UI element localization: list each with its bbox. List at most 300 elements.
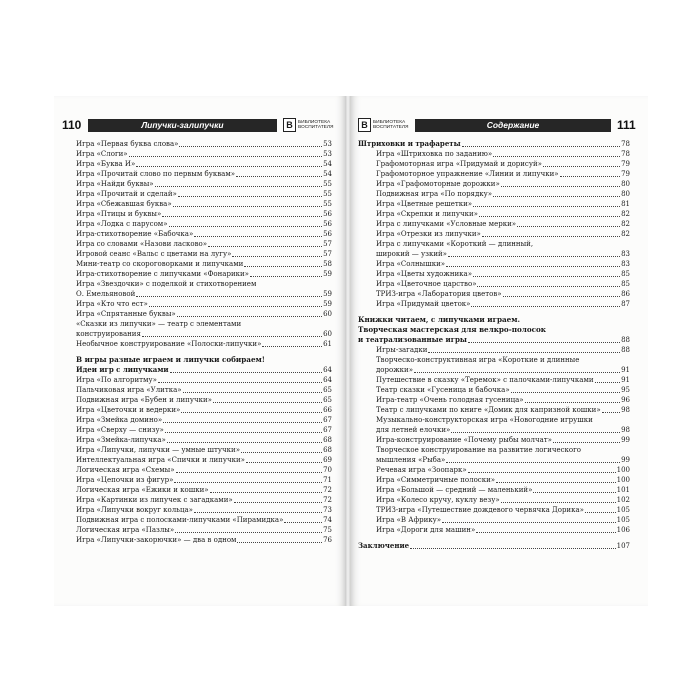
entry-page-number: 57 xyxy=(323,240,332,248)
publisher-logo xyxy=(358,118,411,132)
section-heading-text: Штриховки и трафареты xyxy=(358,139,461,148)
entry-page-number: 86 xyxy=(621,290,630,298)
dot-leader xyxy=(543,166,620,167)
toc-entry xyxy=(76,455,332,465)
entry-title: Игра «Картинки из липучек с загадками» xyxy=(76,496,233,504)
toc-entry xyxy=(76,515,332,525)
dot-leader xyxy=(493,156,620,157)
entry-title: «Сказки из липучки» — театр с элементами xyxy=(76,320,242,328)
entry-page-number: 88 xyxy=(621,346,630,354)
entry-page-number: 80 xyxy=(621,180,630,188)
entry-title: Игра «Лодка с парусом» xyxy=(76,220,168,228)
entry-title: ТРИЗ-игра «Путешествие дождевого червячка Дорика» xyxy=(376,506,584,514)
dot-leader xyxy=(129,156,322,157)
dot-leader xyxy=(136,296,322,297)
dot-leader xyxy=(174,482,322,483)
entry-title: конструирования xyxy=(76,330,141,338)
entry-page-number: 98 xyxy=(621,426,630,434)
entry-page-number: 91 xyxy=(621,376,630,384)
entry-title: Мини-театр со скороговорками и липучками xyxy=(76,260,244,268)
toc-entry xyxy=(358,299,630,309)
toc-entry xyxy=(76,329,332,339)
entry-page-number: 102 xyxy=(616,496,630,504)
section-heading-text: и театрализованные игры xyxy=(358,335,467,344)
entry-title: Игра «Цветы художника» xyxy=(376,270,472,278)
entry-title: Музыкально-конструкторская игра «Новогодние игрушки xyxy=(376,416,593,424)
dot-leader xyxy=(234,502,322,503)
entry-page-number: 81 xyxy=(621,200,630,208)
entry-page-number: 105 xyxy=(616,516,630,524)
entry-page-number: 99 xyxy=(621,456,630,464)
dot-leader xyxy=(442,522,616,523)
dot-leader xyxy=(595,382,620,383)
page-number: 110 xyxy=(62,118,82,132)
toc-entry xyxy=(76,485,332,495)
entry-page-number: 87 xyxy=(621,300,630,308)
toc-entry xyxy=(358,365,630,375)
dot-leader xyxy=(602,412,620,413)
entry-title: для летней елочки» xyxy=(376,426,451,434)
dot-leader xyxy=(501,502,616,503)
entry-title: Игра «Змейка домино» xyxy=(76,416,163,424)
toc-entry xyxy=(76,465,332,475)
entry-page-number: 78 xyxy=(621,150,630,158)
toc-entry xyxy=(76,249,332,259)
left-page xyxy=(54,96,346,606)
dot-leader xyxy=(236,176,322,177)
toc-entry xyxy=(358,405,630,415)
entry-title: Игра «Солнышки» xyxy=(376,260,446,268)
toc-entry xyxy=(358,149,630,159)
toc-entry xyxy=(358,435,630,445)
entry-page-number: 67 xyxy=(323,426,332,434)
book-series-icon: В xyxy=(358,118,371,132)
entry-title: Логическая игра «Пазлы» xyxy=(76,526,175,534)
toc-entry xyxy=(358,495,630,505)
dot-leader xyxy=(177,316,322,317)
toc-entry xyxy=(76,339,332,349)
toc-entry xyxy=(76,259,332,269)
entry-page-number: 54 xyxy=(323,170,332,178)
entry-page-number: 72 xyxy=(323,486,332,494)
toc-entry xyxy=(76,139,332,149)
dot-leader xyxy=(167,442,322,443)
dot-leader xyxy=(194,512,322,513)
section-page-number: 88 xyxy=(621,336,630,344)
dot-leader xyxy=(511,392,620,393)
entry-title: Творческое конструирование на развитие логического xyxy=(376,446,581,454)
entry-title: Речевая игра «Зоопарк» xyxy=(376,466,467,474)
toc-entry xyxy=(358,345,630,355)
entry-title: Логическая игра «Схемы» xyxy=(76,466,175,474)
entry-page-number: 55 xyxy=(323,200,332,208)
entry-page-number: 65 xyxy=(323,396,332,404)
entry-page-number: 76 xyxy=(323,536,332,544)
toc-entry xyxy=(358,239,630,249)
dot-leader xyxy=(284,522,322,523)
entry-page-number: 53 xyxy=(323,150,332,158)
dot-leader xyxy=(241,452,322,453)
dot-leader xyxy=(476,532,615,533)
entry-title: Необычное конструирование «Полоски-липучки» xyxy=(76,340,262,348)
entry-page-number: 99 xyxy=(621,436,630,444)
dot-leader xyxy=(149,306,322,307)
toc-entry xyxy=(358,425,630,435)
toc-entry xyxy=(76,395,332,405)
book-series-icon: В xyxy=(283,118,296,132)
entry-title: Игра-конструирование «Почему рыбы молчат» xyxy=(376,436,552,444)
toc-entry xyxy=(76,495,332,505)
dot-leader xyxy=(533,492,615,493)
dot-leader xyxy=(169,226,322,227)
dot-leader xyxy=(496,482,616,483)
table-of-contents xyxy=(358,139,630,551)
dot-leader xyxy=(428,352,620,353)
entry-title: Игра «Звездочки» с поделкой и стихотворением xyxy=(76,280,257,288)
entry-title: Игра «Сверху — снизу» xyxy=(76,426,164,434)
toc-entry xyxy=(358,465,630,475)
toc-entry xyxy=(76,385,332,395)
dot-leader xyxy=(517,226,620,227)
entry-page-number: 59 xyxy=(323,270,332,278)
entry-page-number: 74 xyxy=(323,516,332,524)
toc-entry xyxy=(76,269,332,279)
entry-page-number: 54 xyxy=(323,160,332,168)
entry-page-number: 83 xyxy=(621,250,630,258)
toc-entry xyxy=(358,445,630,455)
dot-leader xyxy=(163,422,322,423)
entry-title: Игра «В Африку» xyxy=(376,516,442,524)
toc-entry xyxy=(76,299,332,309)
entry-title: широкий — узкий» xyxy=(376,250,447,258)
dot-leader xyxy=(136,166,322,167)
entry-title: Театр сказки «Гусеница и бабочка» xyxy=(376,386,510,394)
entry-title: Театр с липучками по книге «Домик для капризной кошки» xyxy=(376,406,601,414)
entry-page-number: 85 xyxy=(621,270,630,278)
section-heading-text: Заключение xyxy=(358,541,410,550)
entry-title: Игровой сеанс «Вальс с цветами на лугу» xyxy=(76,250,232,258)
entry-page-number: 95 xyxy=(621,386,630,394)
dot-leader xyxy=(158,382,322,383)
right-page xyxy=(350,96,648,606)
toc-entry xyxy=(76,415,332,425)
entry-title: Логическая игра «Ежики и кошки» xyxy=(76,486,209,494)
dot-leader xyxy=(246,462,322,463)
toc-entry xyxy=(358,505,630,515)
entry-title: Игра «Штриховка по заданию» xyxy=(376,150,493,158)
entry-title: Игра-стихотворение с липучками «Фонарики» xyxy=(76,270,249,278)
entry-page-number: 58 xyxy=(323,260,332,268)
entry-page-number: 56 xyxy=(323,230,332,238)
entry-title: Игра «Сбежавшая буква» xyxy=(76,200,172,208)
entry-page-number: 71 xyxy=(323,476,332,484)
dot-leader xyxy=(560,176,620,177)
entry-title: Подвижная игра «Бубен и липучки» xyxy=(76,396,212,404)
dot-leader xyxy=(208,246,322,247)
toc-entry xyxy=(76,505,332,515)
entry-title: О. Емельяновой xyxy=(76,290,136,298)
toc-entry xyxy=(76,535,332,545)
dot-leader xyxy=(170,372,322,373)
dot-leader xyxy=(503,296,620,297)
toc-entry xyxy=(76,375,332,385)
entry-page-number: 82 xyxy=(621,230,630,238)
dot-leader xyxy=(142,336,322,337)
entry-page-number: 61 xyxy=(323,340,332,348)
dot-leader xyxy=(493,196,620,197)
entry-title: Игра с липучками «Условные мерки» xyxy=(376,220,517,228)
entry-title: Игра «Слоги» xyxy=(76,150,128,158)
entry-title: Игра «Цепочки из фигур» xyxy=(76,476,174,484)
publisher-logo xyxy=(283,118,336,132)
toc-entry xyxy=(358,209,630,219)
dot-leader xyxy=(501,186,620,187)
entry-title: мышления «Рыба» xyxy=(376,456,446,464)
entry-title: Игра «Первая буква слова» xyxy=(76,140,179,148)
toc-entry xyxy=(76,159,332,169)
dot-leader xyxy=(173,206,322,207)
entry-page-number: 72 xyxy=(323,496,332,504)
dot-leader xyxy=(210,492,322,493)
dot-leader xyxy=(473,206,620,207)
toc-entry xyxy=(76,475,332,485)
entry-page-number: 57 xyxy=(323,250,332,258)
entry-title: Игра «Симметричные полоски» xyxy=(376,476,496,484)
series-name: БИБЛИОТЕКА ВОСПИТАТЕЛЯ xyxy=(373,120,409,130)
entry-title: Игра «Липучки-закорючки» — два в одном xyxy=(76,536,237,544)
toc-entry xyxy=(358,475,630,485)
entry-page-number: 98 xyxy=(621,406,630,414)
entry-page-number: 100 xyxy=(616,466,630,474)
toc-entry xyxy=(76,309,332,319)
entry-page-number: 91 xyxy=(621,366,630,374)
toc-entry xyxy=(76,319,332,329)
section-heading: Книжки читаем, с липучками играем. xyxy=(358,315,520,324)
toc-entry xyxy=(76,179,332,189)
entry-title: Игра «Цветочное царство» xyxy=(376,280,477,288)
entry-title: Игра «Цветочки и ведерки» xyxy=(76,406,181,414)
entry-title: Игра «По алгоритму» xyxy=(76,376,157,384)
section-heading xyxy=(76,365,332,375)
dot-leader xyxy=(262,346,322,347)
entry-title: Игра «Отрезки из липучки» xyxy=(376,230,481,238)
dot-leader xyxy=(179,146,322,147)
entry-page-number: 56 xyxy=(323,210,332,218)
dot-leader xyxy=(448,256,620,257)
entry-title: Игра «Графомоторные дорожки» xyxy=(376,180,500,188)
entry-page-number: 85 xyxy=(621,280,630,288)
entry-title: Игра «Липучки, липучки — умные штучки» xyxy=(76,446,240,454)
section-page-number: 78 xyxy=(621,140,630,148)
entry-page-number: 68 xyxy=(323,446,332,454)
toc-entry xyxy=(76,435,332,445)
section-heading xyxy=(358,139,630,149)
entry-page-number: 80 xyxy=(621,190,630,198)
toc-entry xyxy=(358,525,630,535)
dot-leader xyxy=(250,276,322,277)
entry-title: Игра «Буква И» xyxy=(76,160,136,168)
entry-title: ТРИЗ-игра «Лаборатория цветов» xyxy=(376,290,502,298)
toc-entry xyxy=(358,219,630,229)
entry-title: Игра «Дороги для машин» xyxy=(376,526,476,534)
entry-page-number: 82 xyxy=(621,210,630,218)
toc-entry xyxy=(358,415,630,425)
entry-page-number: 69 xyxy=(323,456,332,464)
toc-entry xyxy=(358,515,630,525)
entry-title: Игра «Птицы и буквы» xyxy=(76,210,162,218)
toc-entry xyxy=(76,445,332,455)
dot-leader xyxy=(473,276,620,277)
dot-leader xyxy=(178,196,322,197)
dot-leader xyxy=(525,402,620,403)
toc-entry xyxy=(76,169,332,179)
toc-entry xyxy=(76,525,332,535)
section-page-number: 64 xyxy=(323,366,332,374)
toc-entry xyxy=(358,375,630,385)
entry-page-number: 65 xyxy=(323,386,332,394)
entry-title: Путешествие в сказку «Теремок» с палочками-липучками xyxy=(376,376,594,384)
toc-entry xyxy=(76,209,332,219)
toc-entry xyxy=(358,159,630,169)
toc-entry xyxy=(358,199,630,209)
section-heading-text: Идеи игр с липучками xyxy=(76,365,169,374)
left-page-header xyxy=(62,118,336,132)
entry-title: Игра «Большой — средний — маленький» xyxy=(376,486,533,494)
page-number: 111 xyxy=(617,118,636,132)
dot-leader xyxy=(162,216,322,217)
entry-title: Игра «Прочитай слово по первым буквам» xyxy=(76,170,236,178)
entry-title: Подвижная игра с полосками-липучками «Пирамидка» xyxy=(76,516,284,524)
entry-page-number: 68 xyxy=(323,436,332,444)
entry-page-number: 55 xyxy=(323,180,332,188)
dot-leader xyxy=(232,256,322,257)
dot-leader xyxy=(468,342,620,343)
section-page-number: 107 xyxy=(616,542,630,550)
dot-leader xyxy=(194,236,322,237)
entry-title: Игра «Придумай цветок» xyxy=(376,300,471,308)
entry-title: Игра «Липучки вокруг кольца» xyxy=(76,506,193,514)
entry-title: Игра «Колесо кручу, куклу везу» xyxy=(376,496,500,504)
toc-entry xyxy=(76,425,332,435)
header-title: Липучки-залипучки xyxy=(88,119,277,132)
toc-entry xyxy=(358,289,630,299)
entry-page-number: 56 xyxy=(323,220,332,228)
section-heading xyxy=(358,335,630,345)
toc-entry xyxy=(358,189,630,199)
series-name: БИБЛИОТЕКА ВОСПИТАТЕЛЯ xyxy=(298,120,334,130)
toc-entry xyxy=(358,229,630,239)
section-heading: В игры разные играем и липучки собираем! xyxy=(76,355,265,364)
entry-title: Игра-театр «Очень голодная гусеница» xyxy=(376,396,524,404)
conclusion-entry xyxy=(358,541,630,551)
right-page-header xyxy=(358,118,638,132)
entry-page-number: 64 xyxy=(323,376,332,384)
toc-entry xyxy=(76,149,332,159)
entry-title: Игры-загадки xyxy=(376,346,428,354)
dot-leader xyxy=(451,432,620,433)
toc-entry xyxy=(76,189,332,199)
dot-leader xyxy=(477,286,620,287)
entry-page-number: 100 xyxy=(616,476,630,484)
entry-title: Творческо-конструктивная игра «Короткие и длинные xyxy=(376,356,580,364)
dot-leader xyxy=(213,402,322,403)
entry-title: дорожки» xyxy=(376,366,413,374)
entry-title: Игра с липучками «Короткий — длинный, xyxy=(376,240,534,248)
dot-leader xyxy=(479,216,620,217)
entry-page-number: 82 xyxy=(621,220,630,228)
entry-title: Пальчиковая игра «Улитка» xyxy=(76,386,182,394)
toc-entry xyxy=(76,289,332,299)
toc-entry xyxy=(358,485,630,495)
dot-leader xyxy=(155,186,322,187)
entry-title: Игра «Цветные решетки» xyxy=(376,200,473,208)
entry-title: Игра «Кто что ест» xyxy=(76,300,148,308)
entry-title: Подвижная игра «По порядку» xyxy=(376,190,493,198)
open-book xyxy=(54,96,648,606)
entry-page-number: 55 xyxy=(323,190,332,198)
toc-entry xyxy=(358,169,630,179)
dot-leader xyxy=(553,442,620,443)
dot-leader xyxy=(244,266,322,267)
toc-entry xyxy=(358,279,630,289)
table-of-contents xyxy=(76,139,332,545)
dot-leader xyxy=(183,392,322,393)
entry-page-number: 59 xyxy=(323,290,332,298)
toc-entry xyxy=(76,219,332,229)
dot-leader xyxy=(585,512,616,513)
dot-leader xyxy=(414,372,620,373)
toc-entry xyxy=(358,455,630,465)
entry-title: Графомоторная игра «Придумай и дорисуй» xyxy=(376,160,542,168)
entry-page-number: 83 xyxy=(621,260,630,268)
section-heading: Творческая мастерская для велкро-полосок xyxy=(358,325,546,334)
dot-leader xyxy=(482,236,620,237)
dot-leader xyxy=(237,542,322,543)
entry-page-number: 60 xyxy=(323,310,332,318)
toc-entry xyxy=(76,199,332,209)
header-title: Содержание xyxy=(415,119,611,132)
dot-leader xyxy=(468,472,616,473)
toc-entry xyxy=(358,249,630,259)
entry-page-number: 101 xyxy=(616,486,630,494)
entry-title: Игра «Найди буквы» xyxy=(76,180,154,188)
entry-page-number: 53 xyxy=(323,140,332,148)
dot-leader xyxy=(446,266,620,267)
dot-leader xyxy=(175,532,322,533)
dot-leader xyxy=(410,548,616,549)
toc-entry xyxy=(358,179,630,189)
entry-page-number: 70 xyxy=(323,466,332,474)
entry-title: Игра «Змейка-липучка» xyxy=(76,436,166,444)
entry-page-number: 96 xyxy=(621,396,630,404)
toc-entry xyxy=(358,385,630,395)
entry-page-number: 59 xyxy=(323,300,332,308)
dot-leader xyxy=(446,462,620,463)
dot-leader xyxy=(165,432,322,433)
entry-page-number: 66 xyxy=(323,406,332,414)
dot-leader xyxy=(462,146,620,147)
entry-page-number: 105 xyxy=(616,506,630,514)
toc-entry xyxy=(358,259,630,269)
entry-page-number: 106 xyxy=(616,526,630,534)
toc-entry xyxy=(358,395,630,405)
entry-title: Интеллектуальная игра «Спички и липучки» xyxy=(76,456,245,464)
entry-page-number: 73 xyxy=(323,506,332,514)
entry-title: Игра «Спрятанные буквы» xyxy=(76,310,176,318)
dot-leader xyxy=(181,412,322,413)
entry-page-number: 75 xyxy=(323,526,332,534)
toc-entry xyxy=(76,239,332,249)
